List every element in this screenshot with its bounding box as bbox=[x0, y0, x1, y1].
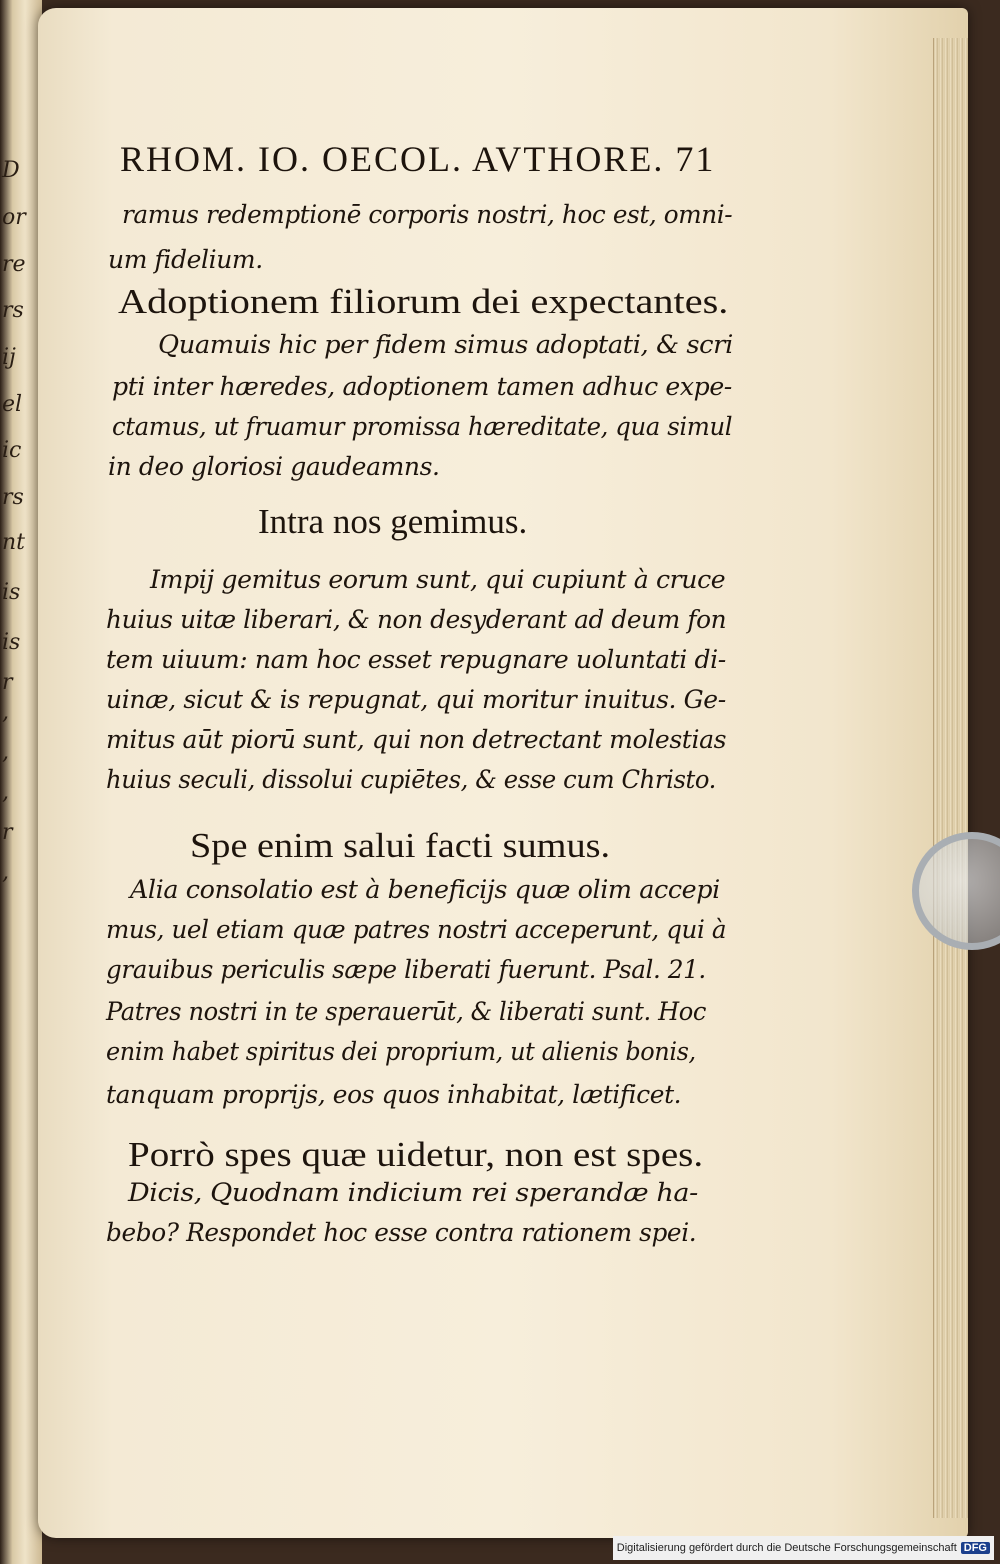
body-text-line: mus, uel etiam quæ patres nostri acceperunt, qui à bbox=[106, 915, 727, 944]
left-margin-fragment: nt bbox=[2, 530, 26, 555]
left-margin-fragment: , bbox=[2, 700, 9, 725]
section-heading-line: Porrò spes quæ uidetur, non est spes. bbox=[128, 1135, 704, 1174]
left-margin-fragment: r bbox=[2, 820, 13, 845]
body-text-line: Impij gemitus eorum sunt, qui cupiunt à cruce bbox=[150, 565, 726, 594]
left-margin-fragment: is bbox=[2, 630, 21, 655]
left-margin-fragment: , bbox=[2, 860, 9, 885]
body-text-line: huius uitæ liberari, & non desyderant ad deum fon bbox=[106, 605, 727, 634]
left-margin-fragment: ic bbox=[2, 438, 22, 463]
left-margin-fragment: rs bbox=[2, 485, 24, 510]
body-text-line: grauibus periculis sæpe liberati fuerunt. Psal. 21. bbox=[106, 955, 706, 984]
body-text-line: in deo gloriosi gaudeamns. bbox=[108, 452, 440, 481]
body-text-line: ctamus, ut fruamur promissa hæreditate, qua simul bbox=[112, 412, 733, 441]
footer-text: Digitalisierung gefördert durch die Deutsche Forschungsgemeinschaft bbox=[616, 1542, 957, 1554]
left-page-strip bbox=[0, 0, 42, 1564]
body-text-line: pti inter hæredes, adoptionem tamen adhuc expe- bbox=[112, 372, 732, 401]
left-margin-fragment: rs bbox=[2, 298, 24, 323]
body-text-line: Quamuis hic per fidem simus adoptati, & scri bbox=[158, 330, 733, 359]
section-heading-line: Intra nos gemimus. bbox=[258, 502, 528, 541]
page-edges bbox=[933, 38, 968, 1518]
body-text-line: bebo? Respondet hoc esse contra rationem spei. bbox=[106, 1218, 697, 1247]
left-margin-fragment: r bbox=[2, 670, 13, 695]
left-margin-fragment: , bbox=[2, 740, 9, 765]
body-text-line: huius seculi, dissolui cupiētes, & esse cum Christo. bbox=[106, 765, 716, 794]
left-margin-fragment: D bbox=[2, 158, 20, 183]
left-margin-fragment: is bbox=[2, 580, 21, 605]
section-heading-line: Adoptionem filiorum dei expectantes. bbox=[118, 282, 729, 321]
section-heading-line: Spe enim salui facti sumus. bbox=[190, 826, 611, 865]
body-text-line: Patres nostri in te sperauerūt, & liberati sunt. Hoc bbox=[106, 997, 707, 1026]
body-text-line: enim habet spiritus dei proprium, ut alienis bonis, bbox=[106, 1037, 696, 1066]
body-text-line: Alia consolatio est à beneficijs quæ olim accepi bbox=[130, 875, 720, 904]
body-text-line: ramus redemptionē corporis nostri, hoc est, omni- bbox=[122, 200, 733, 229]
left-margin-fragment: el bbox=[2, 392, 23, 417]
body-text-line: um fidelium. bbox=[108, 245, 263, 274]
left-margin-fragment: ij bbox=[2, 345, 16, 370]
digitization-footer bbox=[613, 1536, 994, 1560]
left-margin-fragment: or bbox=[2, 205, 26, 230]
body-text-line: uinæ, sicut & is repugnat, qui moritur inuitus. Ge- bbox=[106, 685, 726, 714]
body-text-line: tem uiuum: nam hoc esset repugnare uoluntati di- bbox=[106, 645, 726, 674]
body-text-line: tanquam proprijs, eos quos inhabitat, lætificet. bbox=[106, 1080, 682, 1109]
left-margin-fragment: , bbox=[2, 780, 9, 805]
left-margin-fragment: re bbox=[2, 252, 26, 277]
dfg-logo: DFG bbox=[961, 1542, 990, 1554]
body-text-line: Dicis, Quodnam indicium rei sperandæ ha- bbox=[128, 1178, 698, 1207]
running-head: RHOM. IO. OECOL. AVTHORE. 71 bbox=[120, 139, 716, 179]
body-text-line: mitus aūt piorū sunt, qui non detrectant molestias bbox=[106, 725, 727, 754]
